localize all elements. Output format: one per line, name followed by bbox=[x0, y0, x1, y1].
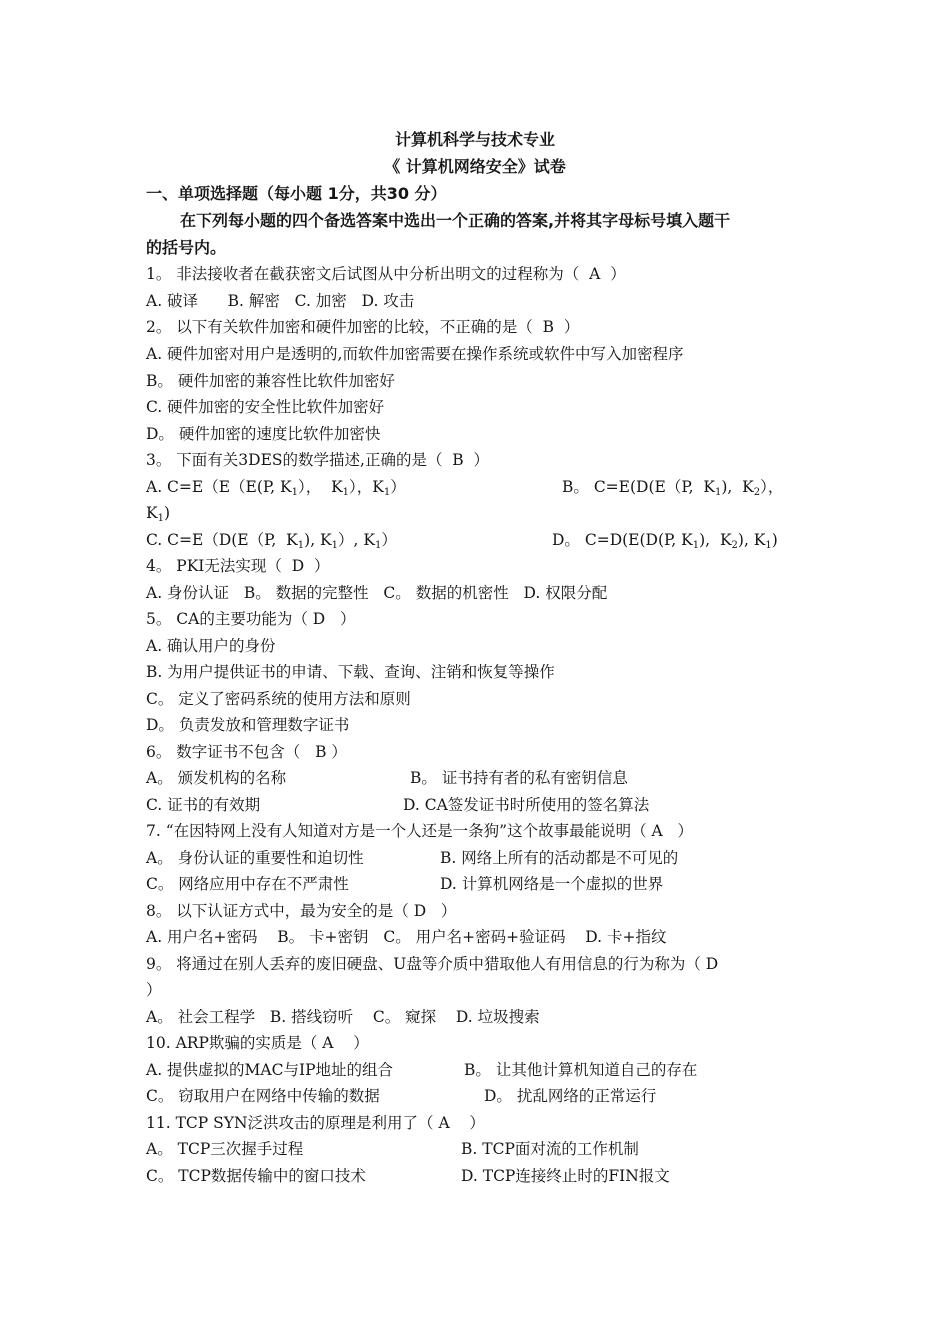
instruction-line-1: 在下列每小题的四个备选答案中选出一个正确的答案,并将其字母标号填入题干 bbox=[180, 211, 731, 230]
question-4-options: A. 身份认证 B。 数据的完整性 C。 数据的机密性 D. 权限分配 bbox=[146, 584, 608, 602]
question-4: 4。 PKI无法实现（ D ） bbox=[146, 557, 330, 575]
question-6-option-b: B。 证书持有者的私有密钥信息 bbox=[410, 769, 628, 787]
question-11: 11. TCP SYN泛洪攻击的原理是利用了（ A ） bbox=[146, 1114, 485, 1132]
question-2-option-c: C. 硬件加密的安全性比软件加密好 bbox=[146, 398, 385, 416]
section-heading: 一、单项选择题（每小题 1分，共30 分） bbox=[146, 184, 447, 203]
question-9: 9。 将通过在别人丢弃的废旧硬盘、U盘等介质中猎取他人有用信息的行为称为（ D bbox=[146, 955, 719, 973]
question-10: 10. ARP欺骗的实质是（ A ） bbox=[146, 1034, 369, 1052]
question-8: 8。 以下认证方式中，最为安全的是（ D ） bbox=[146, 902, 457, 920]
question-6-option-c: C. 证书的有效期 bbox=[146, 796, 261, 814]
question-3-option-b: B。 C=E(D(E（P, $K_1$), $K_2$）， bbox=[562, 478, 784, 498]
exam-title: 《 计算机网络安全》试卷 bbox=[384, 157, 566, 176]
question-11-option-b: B. TCP面对流的工作机制 bbox=[461, 1140, 639, 1158]
question-9-options: A。 社会工程学 B. 搭线窃听 C。 窥探 D. 垃圾搜索 bbox=[146, 1008, 540, 1026]
question-6-option-d: D. CA签发证书时所使用的签名算法 bbox=[403, 796, 650, 814]
question-10-option-d: D。 扰乱网络的正常运行 bbox=[484, 1087, 657, 1105]
question-2-option-b: B。 硬件加密的兼容性比软件加密好 bbox=[146, 372, 395, 390]
question-9-wrap: ） bbox=[146, 981, 162, 999]
question-3-option-d: D。 C=D(E(D(P, $K_1$), $K_2$), $K_1$) bbox=[552, 531, 778, 551]
question-5-option-d: D。 负责发放和管理数字证书 bbox=[146, 716, 350, 734]
question-7-option-c: C。 网络应用中存在不严肃性 bbox=[146, 875, 349, 893]
page-title: 计算机科学与技术专业 bbox=[394, 130, 555, 149]
question-11-option-c: C。 TCP数据传输中的窗口技术 bbox=[146, 1167, 366, 1185]
question-3-option-c: C. C=E（D(E（P, $K_1$), $K_1$）, $K_1$） bbox=[146, 531, 397, 551]
question-8-options: A. 用户名+密码 B。 卡+密钥 C。 用户名+密码+验证码 D. 卡+指纹 bbox=[146, 928, 667, 946]
question-2-option-a: A. 硬件加密对用户是透明的,而软件加密需要在操作系统或软件中写入加密程序 bbox=[146, 345, 684, 363]
question-1: 1。 非法接收者在截获密文后试图从中分析出明文的过程称为（ A ） bbox=[146, 265, 626, 283]
question-3: 3。 下面有关3DES的数学描述,正确的是（ B ） bbox=[146, 451, 490, 469]
question-1-options: A. 破译 B. 解密 C. 加密 D. 攻击 bbox=[146, 292, 415, 310]
question-5: 5。 CA的主要功能为（ D ） bbox=[146, 610, 356, 628]
question-5-option-b: B. 为用户提供证书的申请、下载、查询、注销和恢复等操作 bbox=[146, 663, 555, 681]
question-10-option-a: A. 提供虚拟的MAC与IP地址的组合 bbox=[146, 1061, 394, 1079]
question-2: 2。 以下有关软件加密和硬件加密的比较，不正确的是（ B ） bbox=[146, 318, 580, 336]
question-2-option-d: D。 硬件加密的速度比软件加密快 bbox=[146, 425, 381, 443]
question-11-option-a: A。 TCP三次握手过程 bbox=[146, 1140, 304, 1158]
question-6: 6。 数字证书不包含（ B ） bbox=[146, 743, 347, 761]
question-5-option-c: C。 定义了密码系统的使用方法和原则 bbox=[146, 690, 411, 708]
question-5-option-a: A. 确认用户的身份 bbox=[146, 637, 276, 655]
question-10-option-c: C。 窃取用户在网络中传输的数据 bbox=[146, 1087, 380, 1105]
question-7-option-b: B. 网络上所有的活动都是不可见的 bbox=[440, 849, 679, 867]
instruction-line-2: 的括号内。 bbox=[146, 238, 227, 257]
question-10-option-b: B。 让其他计算机知道自己的存在 bbox=[464, 1061, 698, 1079]
question-7: 7. “在因特网上没有人知道对方是一个人还是一条狗”这个故事最能说明（ A ） bbox=[146, 822, 693, 840]
question-11-option-d: D. TCP连接终止时的FIN报文 bbox=[461, 1167, 670, 1185]
question-6-option-a: A。 颁发机构的名称 bbox=[146, 769, 287, 787]
question-3-option-a: A. C=E（E（E(P, $K_1$）， $K_1$），$K_1$） bbox=[146, 478, 406, 498]
question-7-option-a: A。 身份认证的重要性和迫切性 bbox=[146, 849, 364, 867]
question-7-option-d: D. 计算机网络是一个虚拟的世界 bbox=[440, 875, 664, 893]
question-3-option-b-wrap: $K_1$) bbox=[146, 504, 171, 524]
